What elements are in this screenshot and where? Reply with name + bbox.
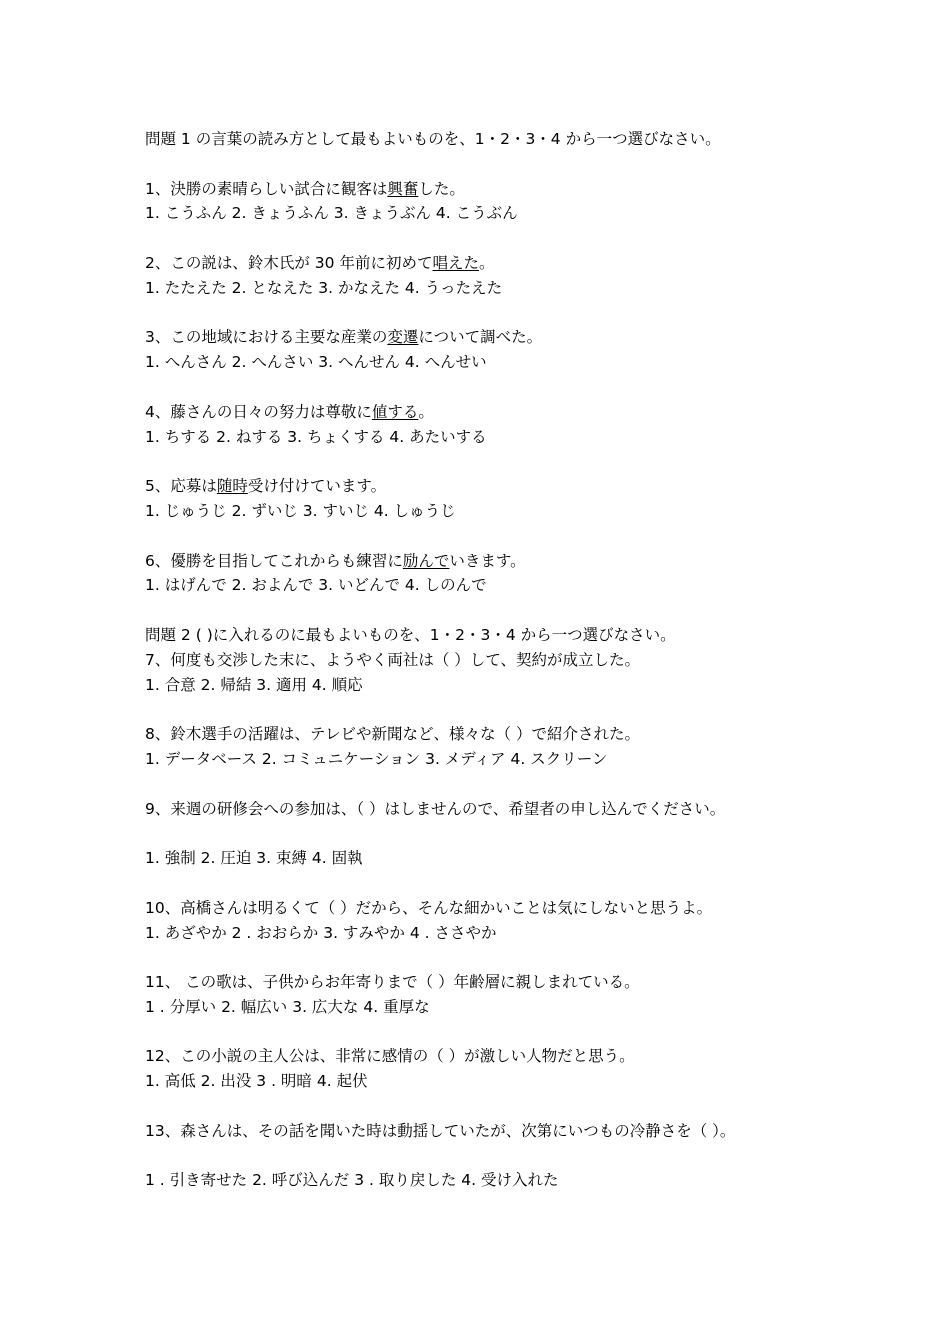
question-9-options: 1. 強制 2. 圧迫 3. 束縛 4. 固執: [145, 849, 363, 868]
question-10-options: 1. あざやか 2 . おおらか 3. すみやか 4 . ささやか: [145, 923, 497, 942]
underlined-word: 励んで: [402, 551, 450, 570]
question-13-options: 1 . 引き寄せた 2. 呼び込んだ 3 . 取り戻した 4. 受け入れた: [145, 1171, 559, 1190]
question-9: 9、来週の研修会への参加は、（ ）はしませんので、希望者の申し込んでください。: [145, 799, 726, 818]
question-6-options: 1. はげんで 2. およんで 3. いどんで 4. しのんで: [145, 576, 487, 595]
question-6: 6、優勝を目指してこれからも練習に励んでいきます。: [145, 551, 526, 570]
question-12: 12、この小説の主人公は、非常に感情の（ ）が激しい人物だと思う。: [145, 1047, 635, 1066]
question-3: 3、この地域における主要な産業の変遷について調べた。: [145, 328, 543, 347]
question-2: 2、この説は、鈴木氏が 30 年前に初めて唱えた。: [145, 253, 495, 272]
question-12-options: 1. 高低 2. 出没 3 . 明暗 4. 起伏: [145, 1072, 368, 1091]
question-5: 5、応募は随時受け付けています。: [145, 477, 387, 496]
question-1-options: 1. こうふん 2. きょうふん 3. きょうぶん 4. こうぶん: [145, 204, 518, 223]
question-3-options: 1. へんさん 2. へんさい 3. へんせん 4. へんせい: [145, 353, 487, 372]
underlined-word: 値する: [371, 402, 419, 421]
question-1: 1、決勝の素晴らしい試合に観客は興奮した。: [145, 179, 465, 198]
question-4: 4、藤さんの日々の努力は尊敬に値する。: [145, 402, 434, 421]
section1-instruction: 問題 1 の言葉の読み方として最もよいものを、1・2・3・4 から一つ選びなさい。: [145, 130, 721, 148]
question-2-options: 1. たたえた 2. となえた 3. かなえた 4. うったえた: [145, 278, 503, 297]
question-7-options: 1. 合意 2. 帰結 3. 適用 4. 順応: [145, 675, 363, 694]
underlined-word: 唱えた: [432, 253, 479, 272]
question-8-options: 1. データベース 2. コミュニケーション 3. メディア 4. スクリーン: [145, 749, 608, 768]
question-4-options: 1. ちする 2. ねする 3. ちょくする 4. あたいする: [145, 427, 487, 446]
question-7: 7、何度も交渉した末に、ようやく両社は（ ）して、契約が成立した。: [145, 650, 640, 669]
question-8: 8、鈴木選手の活躍は、テレビや新聞など、様々な（ ）で紹介された。: [145, 725, 640, 744]
question-11: 11、 この歌は、子供からお年寄りまで（ ）年齢層に親しまれている。: [145, 973, 640, 992]
question-11-options: 1 . 分厚い 2. 幅広い 3. 広大な 4. 重厚な: [145, 997, 430, 1016]
underlined-word: 変遷: [387, 328, 419, 347]
question-13: 13、森さんは、その話を聞いた時は動揺していたが、次第にいつもの冷静さを（ ）。: [145, 1121, 736, 1140]
underlined-word: 興奮: [387, 179, 419, 198]
question-10: 10、高橋さんは明るくて（ ）だから、そんな細かいことは気にしないと思うよ。: [145, 898, 713, 917]
underlined-word: 随時: [216, 477, 248, 496]
document-page: [145, 127, 935, 1193]
question-5-options: 1. じゅうじ 2. ずいじ 3. すいじ 4. しゅうじ: [145, 501, 456, 520]
section2-instruction: 問題 2 ( )に入れるのに最もよいものを、1・2・3・4 から一つ選びなさい。: [145, 625, 676, 644]
